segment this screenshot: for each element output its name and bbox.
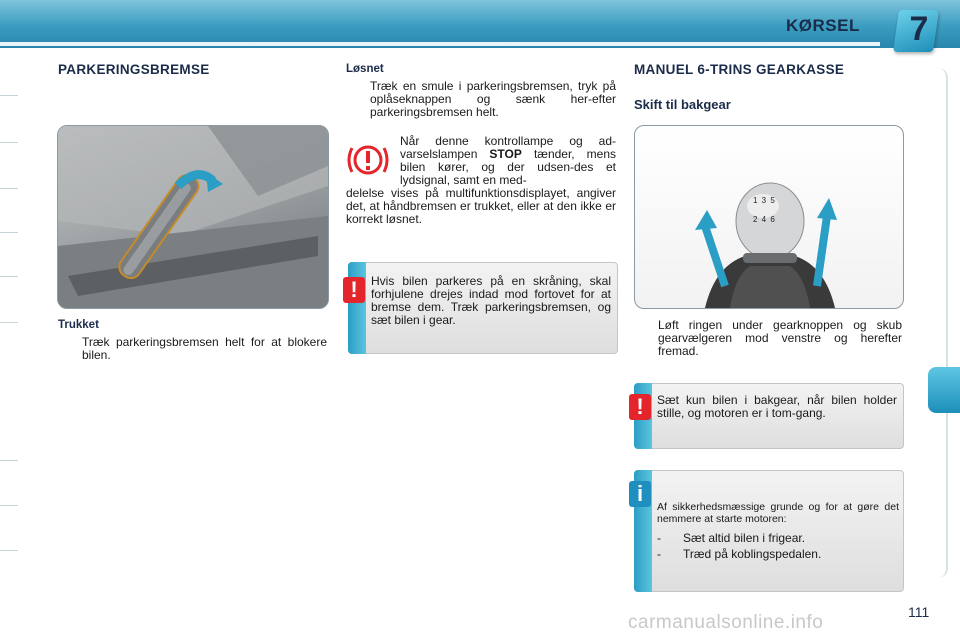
header-stripe: [0, 42, 880, 46]
info-dash: -: [657, 547, 661, 561]
warning-icon: !: [629, 394, 651, 420]
note-slope-warning: [348, 262, 618, 354]
text-warning-lamp-a: Når denne kontrollampe og ad-varselslampen STOP tænder, mens bilen kører, og der udsen-des et lydsignal, samt en med-: [400, 134, 617, 187]
brake-warning-lamp-icon: [346, 140, 390, 180]
text-warning-lamp-c: delelse vises på multifunktionsdisplayet, angiver det, at håndbremsen er trukket, eller at den ikke er korrekt løsnet.: [346, 186, 616, 226]
chapter-tab-divider: [0, 505, 18, 506]
warning-icon: !: [343, 277, 365, 303]
chapter-number: 7: [909, 10, 929, 48]
chapter-title: KØRSEL: [786, 16, 860, 35]
info-dash: -: [657, 531, 661, 545]
chapter-tab-divider: [0, 232, 18, 233]
parking-brake-photo: [57, 125, 329, 309]
heading-losnet: Løsnet: [346, 63, 384, 75]
info-item-1: Sæt altid bilen i frigear.: [683, 531, 806, 545]
gear-knob-photo: [634, 125, 904, 309]
note-slope-text: Hvis bilen parkeres på en skråning, skal forhjulene drejes indad mod fortovet for at bremse dem. Træk parkeringsbremsen, og sæt bilen i gear.: [371, 274, 611, 327]
text-losnet: Træk en smule i parkeringsbremsen, tryk på oplåseknappen og sænk her-efter parkeringsbremsen helt.: [370, 79, 616, 119]
chapter-tab-divider: [0, 142, 18, 143]
note-reverse-text: Sæt kun bilen i bakgear, når bilen holder stille, og motoren er i tom-gang.: [657, 393, 897, 420]
subtitle-reverse: Skift til bakgear: [634, 97, 731, 112]
note-reverse-warning: [634, 383, 904, 449]
watermark: carmanualsonline.info: [628, 612, 824, 633]
section-title-gearbox: MANUEL 6-TRINS GEARKASSE: [634, 62, 845, 77]
note-accent-bar: [348, 262, 366, 354]
chapter-tab-divider: [0, 322, 18, 323]
text-reverse-instructions: Løft ringen under gearknoppen og skub gearvælgeren mod venstre og herefter fremad.: [658, 318, 902, 358]
chapter-tab-active[interactable]: [928, 367, 960, 413]
gear-pattern-top: 1 3 5: [753, 196, 776, 205]
gear-pattern-bottom: 2 4 6: [753, 215, 776, 224]
heading-trukket: Trukket: [58, 319, 99, 331]
chapter-tab-divider: [0, 276, 18, 277]
chapter-tab-rail: [928, 68, 948, 578]
text-trukket: Træk parkeringsbremsen helt for at blokere bilen.: [82, 335, 327, 362]
chapter-tab-divider: [0, 460, 18, 461]
parking-brake-illustration: [58, 126, 328, 308]
stop-label: STOP: [489, 147, 522, 161]
chapter-tab-divider: [0, 188, 18, 189]
page-number: 111: [908, 604, 930, 620]
info-intro-text: Af sikkerhedsmæssige grunde og for at gøre det nemmere at starte motoren:: [657, 501, 899, 525]
section-title-parking-brake: PARKERINGSBREMSE: [58, 62, 210, 77]
note-safety-info: [634, 470, 904, 592]
info-item-2: Træd på koblingspedalen.: [683, 547, 822, 561]
chapter-tab-divider: [0, 550, 18, 551]
info-icon: i: [629, 481, 651, 507]
chapter-tab-divider: [0, 95, 18, 96]
